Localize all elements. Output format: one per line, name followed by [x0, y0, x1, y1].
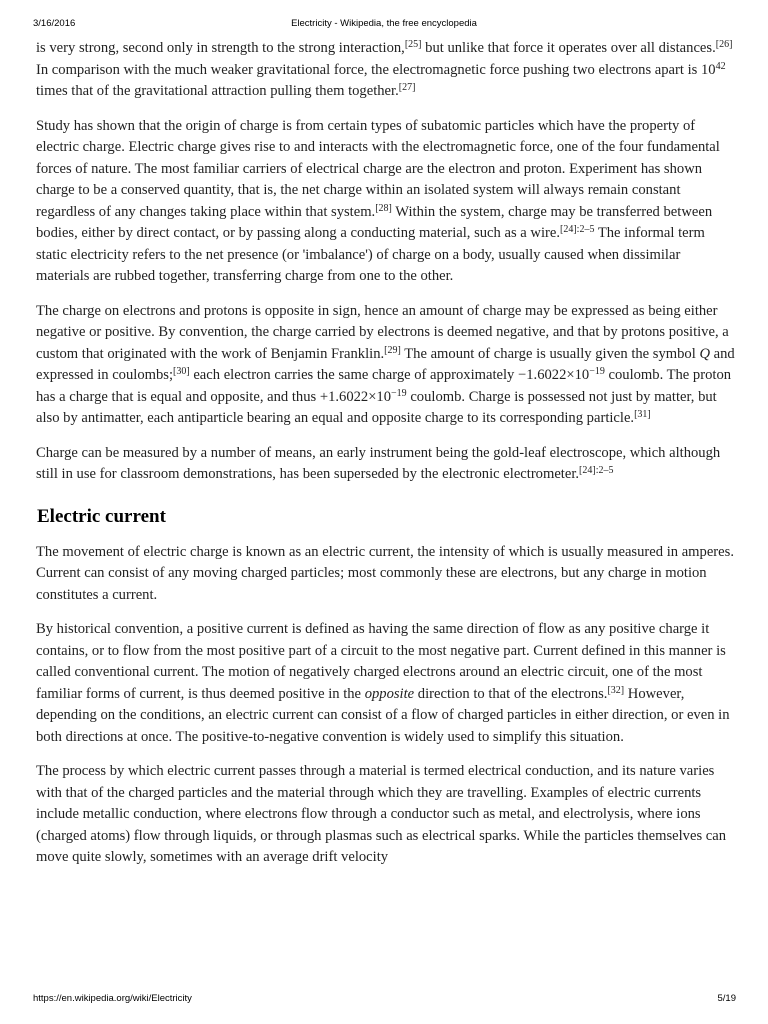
- text: but unlike that force it operates over all distances.: [421, 40, 716, 56]
- text: is very strong, second only in strength to the strong interaction,: [36, 40, 405, 56]
- citation-link[interactable]: [24]:2–5: [579, 465, 614, 476]
- citation-link[interactable]: [25]: [404, 39, 422, 50]
- text: In comparison with the much weaker gravitational force, the electromagnetic force pushing two electrons apart is 10: [36, 61, 716, 78]
- exponent: −19: [391, 387, 407, 399]
- text: Charge can be measured by a number of means, an early instrument being the gold-leaf electroscope, which although still in use for classroom demonstrations, has been superseded by the electronic electrometer.: [36, 444, 721, 482]
- paragraph-conduction: [36, 761, 736, 869]
- emphasis: opposite: [364, 685, 415, 702]
- print-header: [0, 18, 768, 32]
- paragraph-force-strength: [36, 38, 736, 103]
- paragraph-conventional-current: [36, 619, 736, 748]
- text: The charge on electrons and protons is opposite in sign, hence an amount of charge may be expressed as being either negative or positive. By convention, the charge carried by electrons is deemed negative, and that by protons positive, a custom that originated with the work of Benjamin Franklin.: [36, 302, 729, 362]
- citation-link[interactable]: [30]: [173, 366, 190, 377]
- print-date: 3/16/2016: [33, 18, 76, 29]
- exponent: 42: [715, 60, 726, 72]
- text: each electron carries the same charge of approximately: [189, 367, 519, 383]
- exponent: −19: [589, 366, 605, 377]
- citation-link[interactable]: [32]: [607, 684, 625, 696]
- paragraph-current-definition: [36, 542, 736, 607]
- text: direction to that of the electrons.: [414, 685, 608, 702]
- citation-link[interactable]: [24]:2–5: [560, 224, 595, 235]
- text: However, depending on the conditions, an electric current can consist of a flow of charged particles in either direction, or even in both directions at once. The positive-to-negative convention is widely used to simplify this situation.: [36, 685, 730, 745]
- text: coulomb. The proton has a charge that is equal and opposite, and thus: [36, 367, 732, 405]
- text: The amount of charge is usually given the symbol: [400, 345, 700, 362]
- paragraph-charge-measurement: [36, 443, 736, 486]
- citation-link[interactable]: [31]: [634, 409, 651, 420]
- citation-link[interactable]: [28]: [375, 202, 392, 214]
- text: Within the system, charge may be transferred between bodies, either by direct contact, or by passing along a conducting material, such as a wire.: [36, 203, 713, 241]
- text: coulomb. Charge is possessed not just by matter, but also by antimatter, each antiparticle bearing an equal and opposite charge to its corresponding particle.: [36, 388, 717, 426]
- electron-charge-value: −1.6022×10: [518, 367, 590, 383]
- section-heading-electric-current: Electric current: [37, 505, 166, 527]
- charge-symbol: Q: [699, 345, 710, 362]
- proton-charge-value: +1.6022×10: [319, 388, 392, 405]
- text: The movement of electric charge is known as an electric current, the intensity of which is usually measured in amperes. Current can consist of any moving charged particles; most commonly these are electrons, but any charge in motion constitutes a current.: [36, 543, 734, 603]
- text: The informal term static electricity refers to the net presence (or 'imbalance') of charge on a body, usually caused when dissimilar materials are rubbed together, transferring charge from one to the other.: [36, 225, 705, 284]
- citation-link[interactable]: [29]: [384, 344, 401, 356]
- citation-link[interactable]: [27]: [398, 82, 416, 93]
- citation-link[interactable]: [26]: [715, 39, 733, 50]
- print-footer: [0, 993, 768, 1007]
- document-title: Electricity - Wikipedia, the free encyclopedia: [291, 18, 477, 29]
- text: By historical convention, a positive current is defined as having the same direction of flow as any positive charge it contains, or to flow from the most positive part of a circuit to the most negative part. Current defined in this manner is called conventional current. The motion of negatively charged electrons around an electric circuit, one of the most familiar forms of current, is thus deemed positive in the: [36, 621, 726, 702]
- paragraph-charge-origin: [36, 116, 736, 288]
- text: Study has shown that the origin of charge is from certain types of subatomic particles which have the property of electric charge. Electric charge gives rise to and interacts with the electromagnetic force, one of the four fundamental forces of nature. The most familiar carriers of electrical charge are the electron and proton. Experiment has shown charge to be a conserved quantity, that is, the net charge within an isolated system will always remain constant regardless of any changes taking place within that system.: [36, 117, 720, 220]
- text: The process by which electric current passes through a material is termed electrical conduction, and its nature varies with that of the charged particles and the material through which they are travelling. Examples of electric currents include metallic conduction, where electrons flow through a conductor such as metal, and electrolysis, where ions (charged atoms) flow through liquids, or through plasmas such as electrical sparks. While the particles themselves can move quite slowly, sometimes with an average drift velocity: [36, 763, 727, 865]
- text: and expressed in coulombs;: [36, 345, 735, 383]
- article-body: [36, 38, 736, 882]
- page-url: https://en.wikipedia.org/wiki/Electricity: [33, 993, 192, 1004]
- paragraph-charge-sign: [36, 301, 736, 430]
- page-number: 5/19: [717, 993, 736, 1004]
- text: times that of the gravitational attraction pulling them together.: [36, 83, 399, 99]
